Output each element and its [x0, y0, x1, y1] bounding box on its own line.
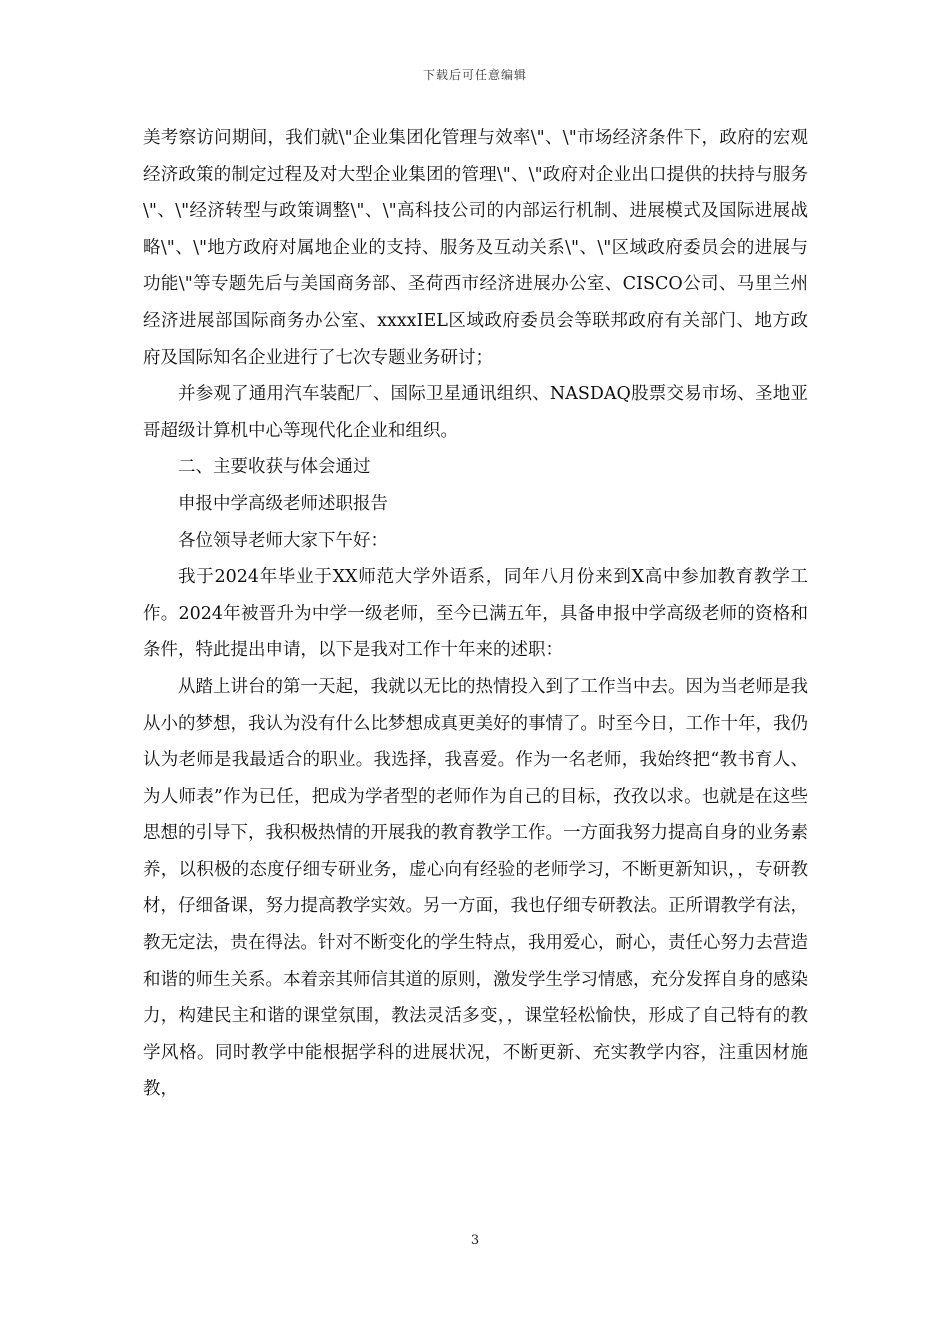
- greeting: 各位领导老师大家下午好：: [178, 530, 388, 551]
- document-body: [143, 120, 808, 1108]
- paragraph: 我于2024年毕业于XX师范大学外语系，同年八月份来到X高中参加教育教学工作。2024年被晋升为中学一级老师，至今已满五年，具备申报中学高级老师的资格和条件，特此提出申请，以下是我对工作十年来的述职：: [143, 567, 808, 661]
- section-heading: 二、主要收获与体会通过: [178, 457, 371, 478]
- paragraph: 从踏上讲台的第一天起，我就以无比的热情投入到了工作当中去。因为当老师是我从小的梦想，我认为没有什么比梦想成真更美好的事情了。时至今日，工作十年，我仍认为老师是我最适合的职业。我选择，我喜爱。作为一名老师，我始终把“教书育人、为人师表”作为已任，把成为学者型的老师作为自己的目标，孜孜以求。也就是在这些思想的引导下，我积极热情的开展我的教育教学工作。一方面我努力提高自身的业务素养，以积极的态度仔细专研业务，虚心向有经验的老师学习，不断更新知识，，专研教材，仔细备课，努力提高教学实效。另一方面，我也仔细专研教法。正所谓教学有法，教无定法，贵在得法。针对不断变化的学生特点，我用爱心，耐心，责任心努力去营造和谐的师生关系。本着亲其师信其道的原则，激发学生学习情感，充分发挥自身的感染力，构建民主和谐的课堂氛围，教法灵活多变，，课堂轻松愉快，形成了自己特有的教学风格。同时教学中能根据学科的进展状况，不断更新、充实教学内容，注重因材施教，: [143, 676, 808, 1100]
- paragraph: 并参观了通用汽车装配厂、国际卫星通讯组织、NASDAQ股票交易市场、圣地亚哥超级计算机中心等现代化企业和组织。: [143, 384, 808, 441]
- page-number: 3: [470, 1233, 480, 1248]
- paragraph: 美考察访问期间，我们就\"企业集团化管理与效率\"、\"市场经济条件下，政府的宏观经济政策的制定过程及对大型企业集团的管理\"、\"政府对企业出口提供的扶持与服务\"、\"经济转型与政策调整\"、\"高科技公司的内部运行机制、进展模式及国际进展战略\"、\"地方政府对属地企业的支持、服务及互动关系\"、\"区域政府委员会的进展与功能\"等专题先后与美国商务部、圣荷西市经济进展办公室、CISCO公司、马里兰州经济进展部国际商务办公室、xxxxIEL区域政府委员会等联邦政府有关部门、地方政府及国际知名企业进行了七次专题业务研讨；: [143, 128, 808, 368]
- report-title: 申报中学高级老师述职报告: [178, 493, 388, 514]
- page-header: 下载后可任意编辑: [422, 68, 527, 82]
